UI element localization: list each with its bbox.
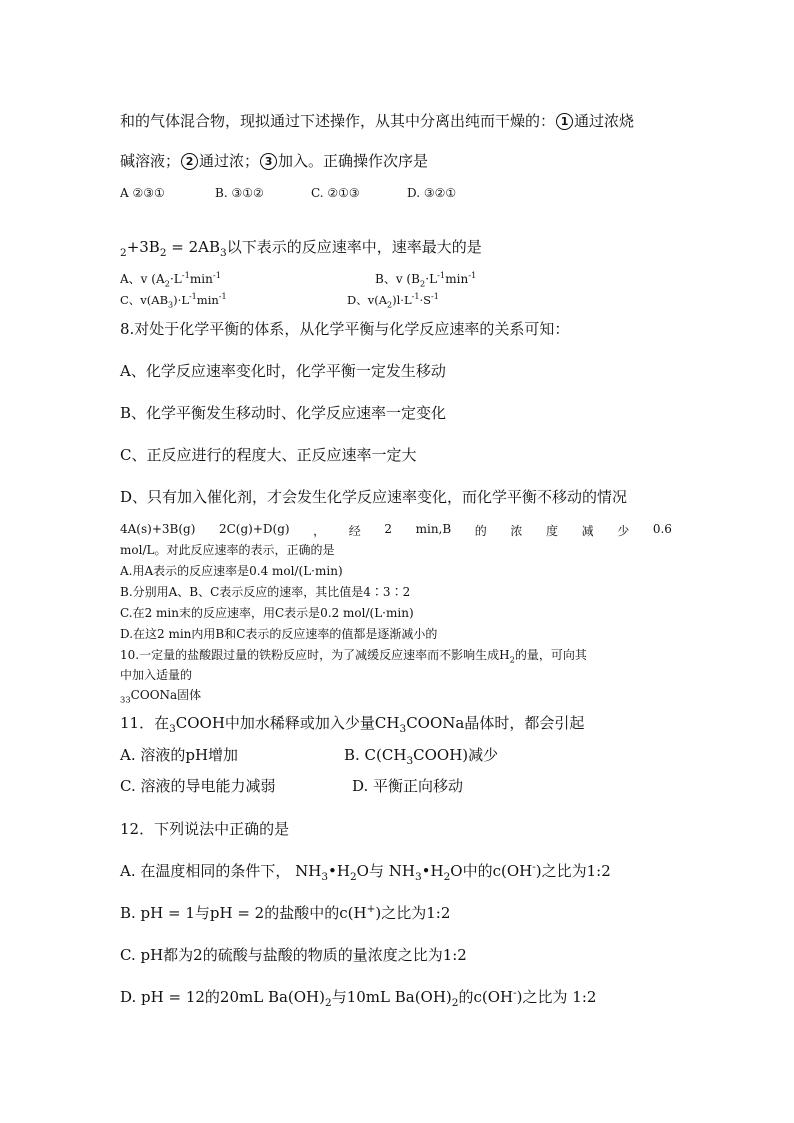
text: )l·L (392, 293, 412, 307)
q9-option-c: C.在2 min末的反应速率，用C表示是0.2 mol/(L·min) (120, 606, 414, 620)
q-gas-option-a: A ②③① (120, 186, 165, 200)
q12-option-b (120, 902, 450, 923)
q-gas-option-d: D. ③②① (407, 186, 457, 200)
text: 11．在 (120, 714, 170, 732)
q-rate-option-d (347, 292, 439, 308)
q8-option-b: B、化学平衡发生移动时、化学反应速率一定变化 (120, 404, 447, 422)
superscript: -1 (431, 292, 439, 302)
text: 的c(OH (458, 988, 514, 1006)
superscript: -1 (212, 270, 222, 280)
subscript: 2 (451, 997, 459, 1009)
q12-stem: 12．下列说法中正确的是 (120, 820, 290, 838)
subscript: 2 (443, 871, 451, 883)
text: 浓 (510, 524, 523, 538)
superscript: -1 (468, 270, 477, 280)
q10-stem-line2: 中加入适量的 (120, 668, 193, 682)
text: 的 (474, 524, 487, 538)
text: 的量，可向其 (514, 648, 587, 662)
q11-option-a: A. 溶液的pH增加 (120, 746, 239, 764)
superscript: -1 (437, 270, 446, 280)
text: D. pH = 12的20mL Ba(OH) (120, 988, 325, 1006)
q9-option-d: D.在这2 min内用B和C表示的反应速率的值都是逐渐减小的 (120, 627, 438, 641)
subscript: 2 (159, 247, 167, 259)
text: min (189, 272, 213, 286)
text: B. C(CH (344, 746, 407, 764)
subscript: 33 (120, 694, 131, 705)
q11-option-d: D. 平衡正向移动 (352, 777, 464, 795)
text: O中的c(OH (450, 862, 533, 880)
q8-option-a: A、化学反应速率变化时，化学平衡一定发生移动 (120, 362, 446, 380)
q-rate-stem-c: 以下表示的反应速率中，速率最大的是 (226, 238, 482, 256)
q-gas-line1-pre: 和的气体混合物，现拟通过下述操作，从其中分离出纯而干燥的： (120, 112, 556, 130)
subscript: 2 (164, 278, 170, 289)
superscript: -1 (411, 292, 420, 302)
q9-stem-line1 (120, 522, 672, 539)
text: COONa固体 (130, 688, 202, 702)
text: COOH)减少 (413, 746, 499, 764)
superscript: - (513, 987, 517, 999)
q-gas-line2-c: 加入。正确操作次序是 (278, 152, 429, 170)
text: )之比为 1:2 (516, 988, 597, 1006)
q8-option-c: C、正反应进行的程度大、正反应速率一定大 (120, 446, 417, 464)
subscript: 3 (220, 247, 227, 259)
subscript: 2 (387, 300, 393, 310)
text: ·S (419, 293, 431, 307)
subscript: 3 (321, 871, 329, 883)
q-gas-line2 (120, 150, 428, 171)
circled-number-2: 2 (181, 153, 198, 170)
q10-stem-line3 (120, 686, 201, 703)
text: 减 (581, 524, 594, 538)
text: 经 (348, 524, 361, 538)
superscript: -1 (188, 292, 197, 302)
text: B. pH = 1与pH = 2的盐酸中的c(H (120, 904, 367, 922)
q10-stem-line1 (120, 646, 587, 663)
subscript: 2 (419, 278, 426, 289)
text: B、v (B (375, 272, 420, 286)
text: min,B (415, 522, 452, 536)
q12-option-d (120, 986, 596, 1007)
q-gas-line1-post: 通过浓烧 (574, 112, 635, 130)
q11-option-b (344, 744, 498, 765)
q9-option-b: B.分别用A、B、C表示反应的速率，其比值是4∶3∶2 (120, 585, 411, 599)
text: •H (421, 862, 444, 880)
text: A、v (A (120, 272, 165, 286)
q11-stem (120, 712, 584, 733)
subscript: 2 (349, 871, 357, 883)
text: 少 (617, 524, 630, 538)
superscript: - (532, 861, 536, 873)
text: C、v(AB (120, 293, 169, 307)
text: COOH中加水稀释或加入少量CH (175, 714, 400, 732)
q-rate-stem (120, 236, 482, 257)
subscript: 2 (509, 654, 515, 665)
q-gas-option-c: C. ②①③ (311, 186, 360, 200)
q-gas-line2-b: 通过浓； (199, 152, 260, 170)
subscript: 3 (414, 871, 422, 883)
q-gas-options (120, 186, 456, 200)
text: )之比为1:2 (375, 904, 451, 922)
text: 10.一定量的盐酸跟过量的铁粉反应时，为了减缓反应速率而不影响生成H (120, 648, 510, 662)
q11-option-c: C. 溶液的导电能力减弱 (120, 777, 276, 795)
circled-number-3: 3 (260, 153, 277, 170)
text: min (196, 293, 219, 307)
text: A. 在温度相同的条件下， NH (120, 862, 322, 880)
text: •H (328, 862, 350, 880)
text: 与10mL Ba(OH) (331, 988, 452, 1006)
q-gas-option-b: B. ③①② (215, 186, 264, 200)
text: ， (313, 524, 326, 538)
q-gas-line2-a: 碱溶液； (120, 152, 181, 170)
superscript: -1 (218, 292, 227, 302)
q-gas-line1 (120, 110, 634, 131)
q-rate-stem-b: = 2AB (166, 238, 221, 256)
q9-option-a: A.用A表示的反应速率是0.4 mol/(L·min) (120, 564, 343, 578)
q-rate-option-c (120, 292, 227, 308)
subscript: 3 (399, 723, 407, 735)
superscript: + (366, 903, 376, 915)
subscript: 3 (169, 723, 176, 735)
text: 度 (546, 524, 559, 538)
text: O与 NH (356, 862, 415, 880)
text: ·L (425, 272, 438, 286)
q12-option-c: C. pH都为2的硫酸与盐酸的物质的量浓度之比为1:2 (120, 946, 467, 964)
text: 0.6 (652, 522, 672, 536)
text: )之比为1:2 (535, 862, 611, 880)
text: 2 (384, 522, 393, 536)
subscript: 3 (406, 755, 414, 767)
q-rate-option-b (375, 270, 476, 287)
text: COONa晶体时，都会引起 (406, 714, 585, 732)
q-rate-stem-a: +3B (126, 238, 160, 256)
q12-option-a (120, 860, 611, 881)
q9-stem-line2: mol/L。对此反应速率的表示，正确的是 (120, 543, 335, 557)
q8-stem: 8.对处于化学平衡的体系，从化学平衡与化学反应速率的关系可知： (120, 320, 570, 338)
subscript: 2 (325, 997, 332, 1009)
text: min (445, 272, 469, 286)
circled-number-1: 1 (556, 113, 573, 130)
superscript: -1 (181, 270, 190, 280)
subscript: 2 (120, 247, 127, 259)
q-rate-option-a (120, 270, 221, 287)
text: D、v(A (347, 293, 388, 307)
text: ·L (169, 272, 182, 286)
text: 2C(g)+D(g) (218, 522, 290, 536)
subscript: 3 (168, 300, 174, 310)
text: 4A(s)+3B(g) (120, 522, 196, 536)
q8-option-d: D、只有加入催化剂，才会发生化学反应速率变化，而化学平衡不移动的情况 (120, 488, 628, 506)
text: )·L (173, 293, 189, 307)
